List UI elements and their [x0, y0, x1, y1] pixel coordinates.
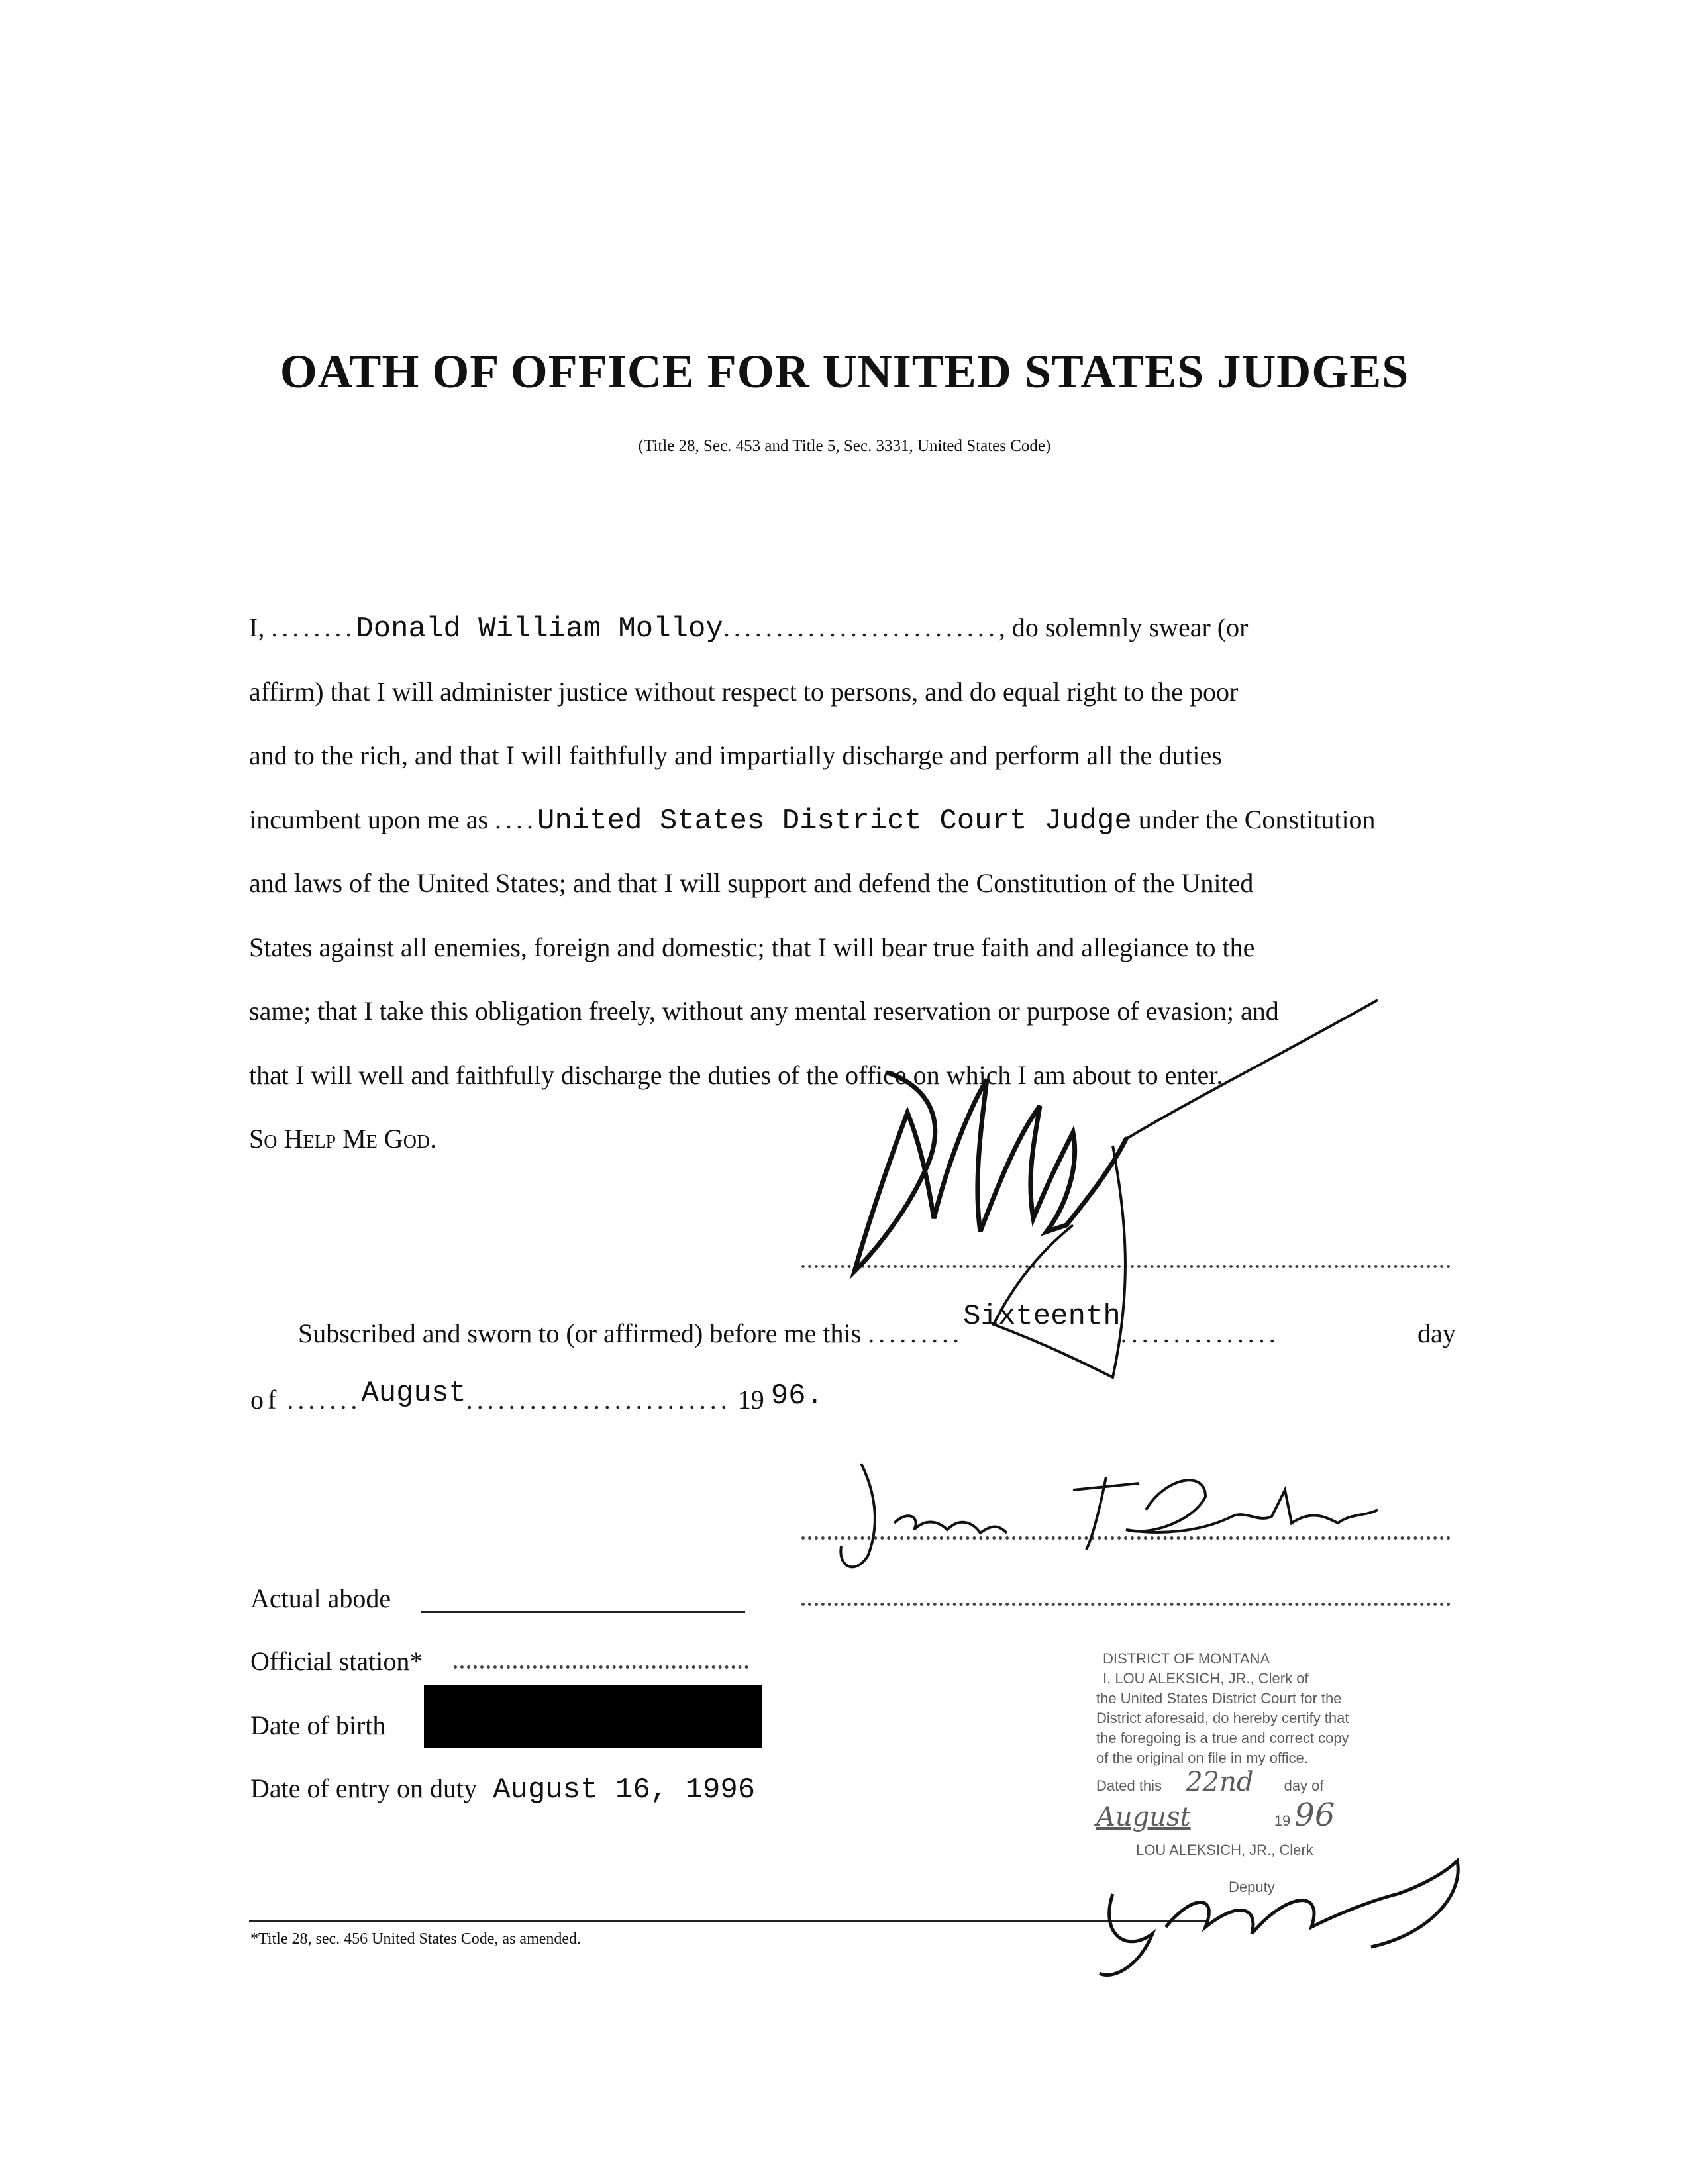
footnote: *Title 28, sec. 456 United States Code, as amended.	[250, 1930, 582, 1948]
footer-rule	[249, 1920, 1209, 1922]
stamp-line-4: District aforesaid, do hereby certify that	[1096, 1710, 1349, 1726]
stamp-year-value: 96	[1294, 1797, 1335, 1834]
page-subtitle: (Title 28, Sec. 453 and Title 5, Sec. 3331, United States Code)	[638, 437, 1051, 455]
page-title: OATH OF OFFICE FOR UNITED STATES JUDGES	[280, 345, 1409, 398]
oath-closing: So Help Me God.	[249, 1124, 437, 1154]
actual-abode-field	[421, 1611, 745, 1613]
actual-abode-label: Actual abode	[250, 1583, 391, 1613]
dotted-fill: ........	[271, 613, 356, 642]
oath-line-4	[249, 788, 1461, 852]
stamp-district: DISTRICT OF MONTANA	[1103, 1650, 1270, 1667]
stamp-month-value: August	[1096, 1802, 1191, 1832]
oath-line-7: same; that I take this obligation freely, without any mental reservation or purpose of evasion; and	[249, 996, 1279, 1026]
of-label: of	[250, 1385, 281, 1415]
date-of-birth-label: Date of birth	[250, 1711, 386, 1740]
oath-line-5: and laws of the United States; and that I will support and defend the Constitution of the United	[249, 868, 1254, 898]
oath-line-3: and to the rich, and that I will faithfully and impartially discharge and perform all the duties	[249, 740, 1222, 770]
typed-office: United States District Court Judge	[537, 804, 1132, 838]
oath-line-1-tail: , do solemnly swear (or	[998, 613, 1249, 642]
day-label: day	[1417, 1318, 1456, 1348]
official-station-label: Official station*	[250, 1646, 423, 1676]
typed-name: Donald William Molloy	[356, 613, 723, 646]
oath-line-8: that I will well and faithfully discharge the duties of the office on which I am about to enter.	[249, 1060, 1223, 1090]
dotted-fill: .........	[868, 1318, 964, 1348]
stamp-month-row	[1096, 1797, 1454, 1834]
subscribed-text: Subscribed and sworn to (or affirmed) before me this	[298, 1318, 862, 1348]
typed-day: Sixteenth	[963, 1300, 1121, 1333]
stamp-day-label: day of	[1284, 1777, 1324, 1794]
date-of-entry-value: August 16, 1996	[493, 1773, 756, 1807]
dotted-fill: ....	[495, 804, 538, 834]
date-of-entry-label: Date of entry on duty	[250, 1773, 478, 1803]
redaction-box	[424, 1685, 762, 1748]
typed-year: 96.	[770, 1379, 823, 1413]
stamp-dated-row	[1096, 1767, 1454, 1797]
stamp-clerk-line: I, LOU ALEKSICH, JR., Clerk of	[1103, 1670, 1309, 1687]
judge-signature	[848, 1033, 1444, 1417]
subscribed-line	[298, 1300, 1280, 1352]
dotted-fill: ..........................	[723, 613, 999, 642]
oath-line-4-tail: under the Constitution	[1138, 804, 1376, 834]
official-station-field	[454, 1665, 748, 1669]
typed-month: August	[361, 1377, 466, 1410]
oath-line-6: States against all enemies, foreign and domestic; that I will bear true faith and allegiance to the	[249, 932, 1255, 962]
stamp-line-6: of the original on file in my office.	[1096, 1750, 1308, 1766]
officiant-title-line	[801, 1603, 1451, 1606]
stamp-dated-value: 22nd	[1186, 1767, 1254, 1797]
stamp-dated-label: Dated this	[1096, 1777, 1162, 1794]
deputy-signature	[1086, 1854, 1484, 1987]
stamp-line-5: the foregoing is a true and correct copy	[1096, 1730, 1349, 1746]
officiant-signature	[835, 1450, 1404, 1583]
stamp-clerk-name: LOU ALEKSICH, JR., Clerk	[1136, 1842, 1313, 1858]
dotted-fill: .........................	[466, 1385, 731, 1415]
oath-line-4-prefix: incumbent upon me as	[249, 804, 489, 834]
oath-prefix: I,	[249, 613, 265, 642]
month-year-line	[250, 1377, 823, 1418]
oath-line-2: affirm) that I will administer justice without respect to persons, and do equal right to the poor	[249, 676, 1239, 707]
oath-line-1	[249, 596, 1461, 660]
dotted-fill: .......	[287, 1385, 362, 1415]
stamp-line-3: the United States District Court for the	[1096, 1690, 1342, 1707]
stamp-deputy-label: Deputy	[1229, 1879, 1275, 1895]
date-of-entry-row	[250, 1773, 755, 1807]
dotted-fill: ...............	[1120, 1318, 1280, 1348]
year-prefix: 19	[737, 1385, 764, 1415]
stamp-year-prefix: 19	[1274, 1812, 1291, 1829]
